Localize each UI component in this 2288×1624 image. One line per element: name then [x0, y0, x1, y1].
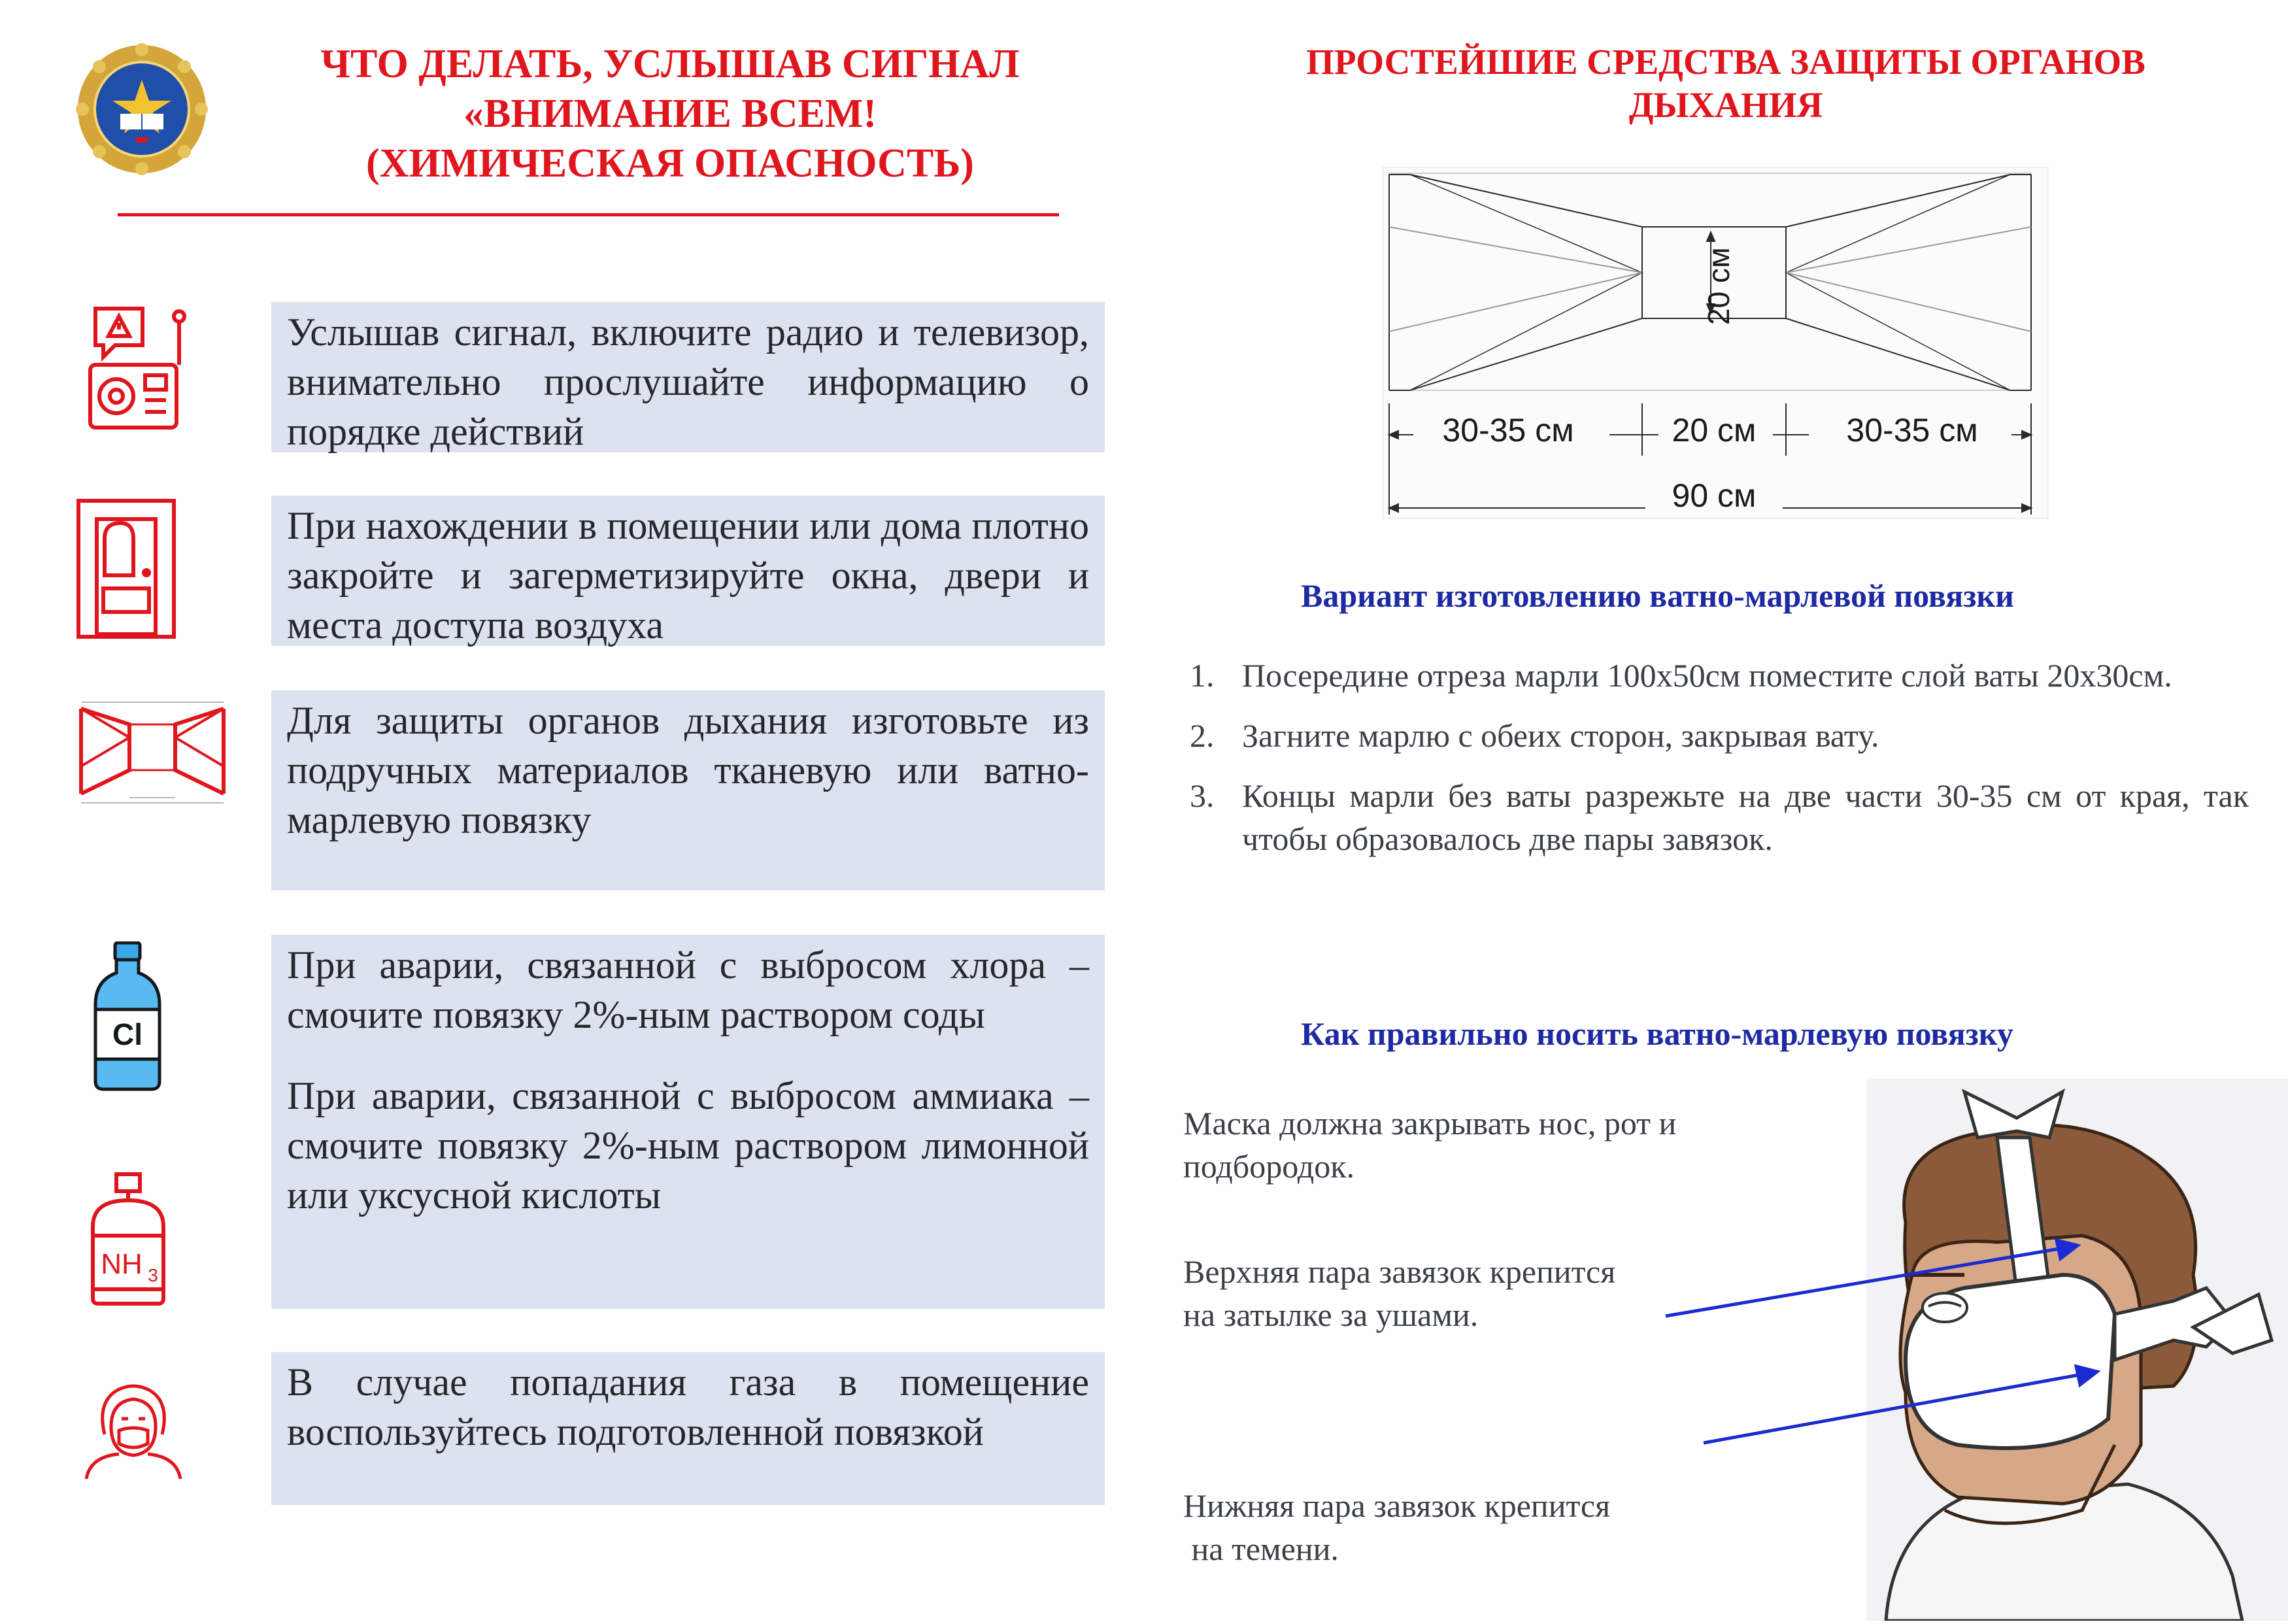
list-item: 1. Посередине отреза марли 100х50см поместите слой ваты 20х30см. — [1190, 657, 2172, 694]
ammonia-subscript: 3 — [148, 1265, 158, 1285]
instruction-text: При нахождении в помещении или дома плотно закройте и загерметизируйте окна, двери и места доступа воздуха — [287, 504, 1089, 647]
instruction-text: В случае попадания газа в помещение воспользуйтесь подготовленной повязкой — [287, 1361, 1089, 1453]
variant-heading: Вариант изготовлению ватно-марлевой повязки — [1301, 577, 2014, 614]
list-item: 3. Концы марли без ваты разрежьте на две части 30-35 см от края, так чтобы образовалось две пары завязок. — [1190, 777, 2249, 857]
diagram-side-left: 30-35 см — [1442, 412, 1574, 448]
diagram-center-height: 20 см — [1702, 247, 1736, 325]
diagram-center-width: 20 см — [1672, 412, 1757, 448]
note-upper-ties: Верхняя пара завязок крепится на затылке за ушами. — [1183, 1253, 1616, 1333]
main-title: ЧТО ДЕЛАТЬ, УСЛЫШАВ СИГНАЛ «ВНИМАНИЕ ВСЕМ! (ХИМИЧЕСКАЯ ОПАСНОСТЬ) — [320, 42, 1020, 186]
wearing-heading: Как правильно носить ватно-марлевую повязку — [1301, 1015, 2013, 1052]
diagram-side-right: 30-35 см — [1846, 412, 1978, 448]
right-title: ПРОСТЕЙШИЕ СРЕДСТВА ЗАЩИТЫ ОРГАНОВ ДЫХАНИЯ — [1306, 42, 2145, 125]
instruction-text: Услышав сигнал, включите радио и телевизор, внимательно прослушайте информацию о порядке действий — [287, 311, 1089, 453]
instruction-text: При аварии, связанной с выбросом хлора – смочите повязку 2%-ным раствором соды — [287, 943, 1089, 1036]
note-mask-coverage: Маска должна закрывать нос, рот и подбородок. — [1183, 1105, 1677, 1185]
chlorine-label: Cl — [112, 1017, 143, 1051]
instruction-text: При аварии, связанной с выбросом аммиака – смочите повязку 2%-ным раствором лимонной или уксусной кислоты — [287, 1074, 1089, 1217]
diagram-total: 90 см — [1672, 477, 1757, 514]
ammonia-label: NH — [101, 1248, 143, 1280]
note-lower-ties: Нижняя пара завязок крепится на темени. — [1183, 1487, 1611, 1567]
instruction-text: Для защиты органов дыхания изготовьте из подручных материалов тканевую или ватно-марлевую повязку — [287, 699, 1089, 841]
list-item: 2. Загните марлю с обеих сторон, закрывая вату. — [1190, 717, 1879, 754]
